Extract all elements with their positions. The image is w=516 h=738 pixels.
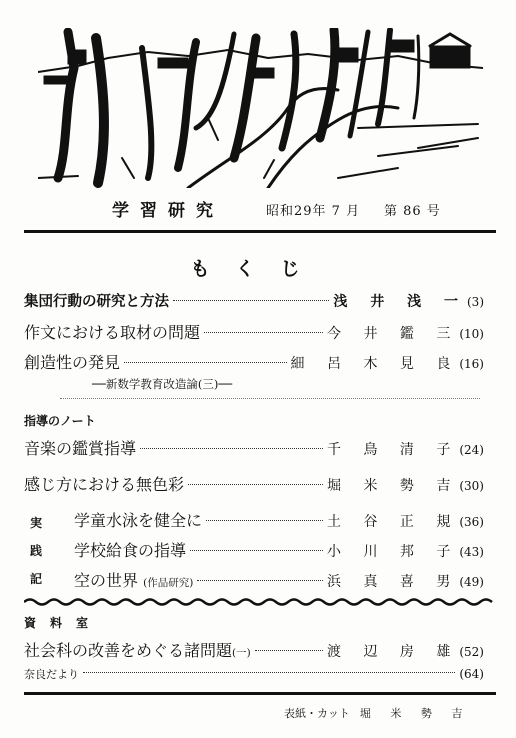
entry-page: (64) bbox=[459, 667, 484, 681]
article-subtitle: ──新数学教育改造論(三)── bbox=[92, 377, 233, 391]
entry-author: 渡 辺 房 雄 bbox=[327, 644, 460, 660]
issue-date: 昭和29年 7 月 bbox=[266, 204, 361, 219]
entry-author: 堀 米 勢 吉 bbox=[327, 478, 460, 494]
entry-author: 千 鳥 清 子 bbox=[327, 442, 460, 458]
toc-entry bbox=[24, 638, 484, 662]
toc-entry bbox=[24, 350, 484, 374]
entry-author: 浅 井 浅 一 bbox=[333, 294, 467, 310]
practice-label-3: 記 bbox=[30, 572, 43, 586]
entry-page: (24) bbox=[459, 443, 484, 457]
entry-page: (3) bbox=[467, 295, 484, 309]
cover-credit bbox=[284, 705, 470, 721]
entry-author: 土 谷 正 規 bbox=[327, 514, 460, 530]
practice-label-1: 実 bbox=[30, 516, 43, 530]
entry-title: 空の世界 (作品研究) bbox=[74, 571, 194, 590]
entry-page: (52) bbox=[459, 645, 484, 659]
toc-entry bbox=[74, 508, 484, 532]
practice-label-2: 践 bbox=[30, 544, 43, 558]
toc-entry bbox=[24, 290, 484, 314]
entry-author: 小 川 邦 子 bbox=[327, 544, 460, 560]
leader-dots bbox=[83, 672, 455, 673]
leader-dots bbox=[124, 362, 287, 363]
entry-title: 学童水泳を健全に bbox=[74, 511, 203, 530]
entry-page: (10) bbox=[459, 327, 484, 341]
credit-name: 堀 米 勢 吉 bbox=[359, 707, 471, 720]
entry-title: 社会科の改善をめぐる諸問題(一) bbox=[24, 641, 251, 660]
entry-note: (作品研究) bbox=[143, 577, 194, 589]
entry-title: 集団行動の研究と方法 bbox=[24, 294, 169, 310]
entry-title: 作文における取材の問題 bbox=[24, 323, 201, 342]
toc-entry bbox=[24, 666, 484, 690]
leader-dots bbox=[188, 484, 323, 485]
toc-entry bbox=[74, 538, 484, 562]
issue-number: 第 86 号 bbox=[384, 204, 441, 219]
entry-title: 学校給食の指導 bbox=[74, 541, 187, 560]
masthead bbox=[0, 196, 516, 224]
magazine-title: 学習研究 bbox=[112, 201, 224, 221]
credit-label: 表紙・カット bbox=[284, 707, 350, 720]
entry-author: 細 呂 木 見 良 bbox=[290, 356, 460, 372]
section-heading-materials: 資料室 bbox=[24, 616, 103, 630]
section-heading-notes: 指導のノート bbox=[24, 414, 96, 428]
toc-entry bbox=[24, 320, 484, 344]
entry-page: (16) bbox=[459, 357, 484, 371]
entry-page: (36) bbox=[459, 515, 484, 529]
leader-dots bbox=[190, 550, 323, 551]
toc-entry bbox=[74, 568, 484, 592]
leader-dots bbox=[206, 520, 323, 521]
leader-dots bbox=[204, 332, 323, 333]
entry-author: 浜 真 喜 男 bbox=[327, 574, 460, 590]
entry-author: 今 井 鑑 三 bbox=[327, 326, 460, 342]
leader-dots bbox=[197, 580, 323, 581]
divider-bottom bbox=[24, 692, 496, 695]
entry-page: (43) bbox=[459, 545, 484, 559]
cover-illustration bbox=[38, 28, 483, 188]
entry-title: 音楽の鑑賞指導 bbox=[24, 439, 137, 458]
entry-title: 創造性の発見 bbox=[24, 353, 121, 372]
entry-page: (30) bbox=[459, 479, 484, 493]
toc-heading: もくじ bbox=[190, 258, 326, 280]
leader-dots bbox=[255, 650, 323, 651]
entry-note: (一) bbox=[232, 647, 251, 659]
leader-dots bbox=[173, 300, 329, 301]
wavy-divider bbox=[24, 596, 496, 608]
entry-page: (49) bbox=[459, 575, 484, 589]
entry-title: 感じ方における無色彩 bbox=[24, 475, 185, 494]
toc-entry bbox=[24, 436, 484, 460]
leader-dots bbox=[140, 448, 323, 449]
divider-dotted bbox=[60, 398, 480, 399]
toc-entry bbox=[24, 472, 484, 496]
divider-top bbox=[24, 230, 496, 233]
entry-title: 奈良だより bbox=[24, 668, 79, 681]
